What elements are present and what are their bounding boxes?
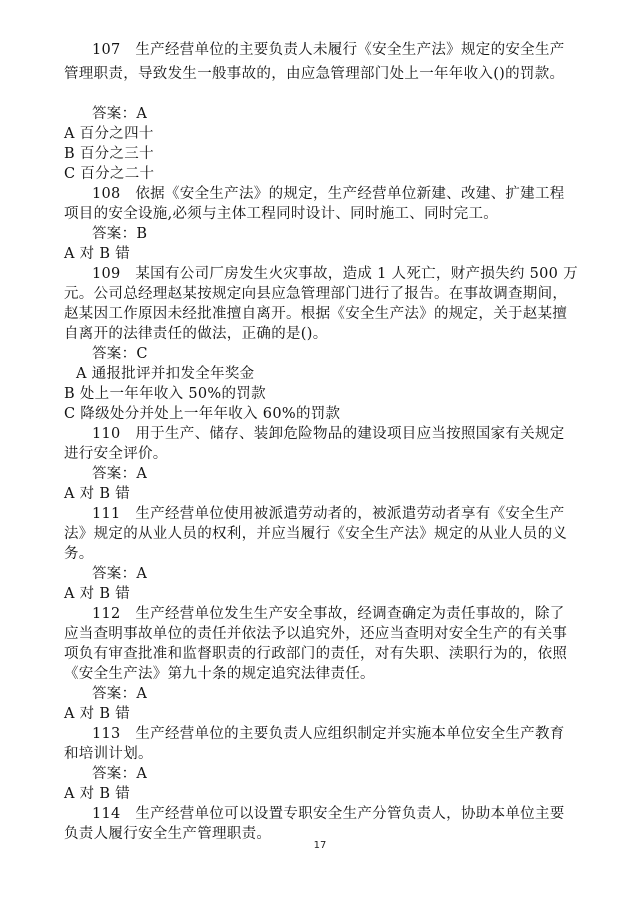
q111-text-line-2: 法》规定的从业人员的权利，并应当履行《安全生产法》规定的从业人员的义 bbox=[64, 526, 568, 542]
q112-text-line-2: 应当查明事故单位的责任并依法予以追究外，还应当查明对安全生产的有关事 bbox=[64, 626, 568, 642]
q113-text-line-2: 和培训计划。 bbox=[64, 746, 153, 762]
q109-option-a: A 通报批评并扣发全年奖金 bbox=[76, 366, 255, 382]
q114-text-line-2: 负责人履行安全生产管理职责。 bbox=[64, 826, 272, 842]
q111-options: A 对 B 错 bbox=[64, 586, 131, 602]
q112-text-line-4: 《安全生产法》第九十条的规定追究法律责任。 bbox=[64, 666, 375, 682]
q109-option-c: C 降级处分并处上一年年收入 60%的罚款 bbox=[64, 406, 341, 422]
q110-text-line-2: 进行安全评价。 bbox=[64, 446, 168, 462]
q113-text-line-1: 113 生产经营单位的主要负责人应组织制定并实施本单位安全生产教育 bbox=[92, 726, 565, 742]
q107-answer: 答案：A bbox=[92, 106, 148, 122]
q112-text-line-3: 项负有审查批准和监督职责的行政部门的责任，对有失职、渎职行为的，依照 bbox=[64, 646, 568, 662]
q107-option-c: C 百分之二十 bbox=[64, 166, 155, 182]
q114-text-line-1: 114 生产经营单位可以设置专职安全生产分管负责人，协助本单位主要 bbox=[92, 806, 565, 822]
q108-options: A 对 B 错 bbox=[64, 246, 131, 262]
q109-option-b: B 处上一年年收入 50%的罚款 bbox=[64, 386, 266, 402]
q107-text-line-2: 管理职责，导致发生一般事故的，由应急管理部门处上一年年收入()的罚款。 bbox=[64, 66, 565, 82]
q109-answer: 答案：C bbox=[92, 346, 148, 362]
q110-text-line-1: 110 用于生产、储存、装卸危险物品的建设项目应当按照国家有关规定 bbox=[92, 426, 565, 442]
q111-text-line-3: 务。 bbox=[64, 546, 94, 562]
q113-answer: 答案：A bbox=[92, 766, 148, 782]
q107-option-a: A 百分之四十 bbox=[64, 126, 154, 142]
q109-text-line-2: 元。公司总经理赵某按规定向县应急管理部门进行了报告。在事故调查期间， bbox=[64, 286, 568, 302]
q111-text-line-1: 111 生产经营单位使用被派遣劳动者的，被派遣劳动者享有《安全生产 bbox=[92, 506, 565, 522]
q108-answer: 答案：B bbox=[92, 226, 148, 242]
q108-text-line-1: 108 依据《安全生产法》的规定，生产经营单位新建、改建、扩建工程 bbox=[92, 186, 565, 202]
q113-options: A 对 B 错 bbox=[64, 786, 131, 802]
q112-answer: 答案：A bbox=[92, 686, 148, 702]
q109-text-line-1: 109 某国有公司厂房发生火灾事故，造成 1 人死亡，财产损失约 500 万 bbox=[92, 266, 578, 282]
q110-options: A 对 B 错 bbox=[64, 486, 131, 502]
q109-text-line-3: 赵某因工作原因未经批准擅自离开。根据《安全生产法》的规定，关于赵某擅 bbox=[64, 306, 568, 322]
q112-options: A 对 B 错 bbox=[64, 706, 131, 722]
page-number: 17 bbox=[313, 840, 327, 851]
q111-answer: 答案：A bbox=[92, 566, 148, 582]
q112-text-line-1: 112 生产经营单位发生生产安全事故，经调查确定为责任事故的，除了 bbox=[92, 606, 565, 622]
q107-option-b: B 百分之三十 bbox=[64, 146, 154, 162]
q107-text-line-1: 107 生产经营单位的主要负责人未履行《安全生产法》规定的安全生产 bbox=[92, 42, 565, 58]
q110-answer: 答案：A bbox=[92, 466, 148, 482]
q108-text-line-2: 项目的安全设施,必须与主体工程同时设计、同时施工、同时完工。 bbox=[64, 206, 499, 222]
q109-text-line-4: 自离开的法律责任的做法，正确的是()。 bbox=[64, 326, 328, 342]
